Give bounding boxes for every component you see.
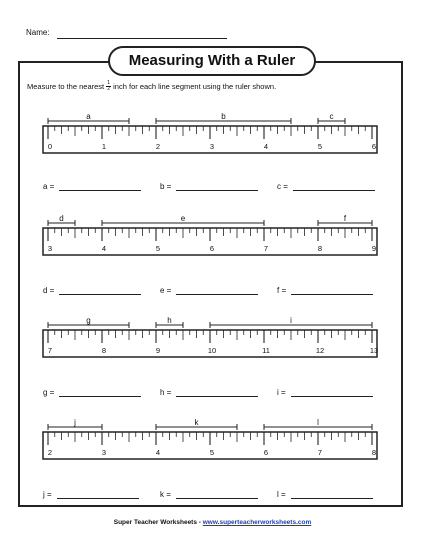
ruler-label: 3 bbox=[209, 142, 215, 151]
ruler-label: 5 bbox=[209, 448, 215, 457]
ruler-label: 2 bbox=[47, 448, 53, 457]
segment-j-label: j bbox=[74, 418, 76, 427]
answer-label: f = bbox=[277, 286, 287, 295]
ruler-label: 3 bbox=[47, 244, 53, 253]
answer-label: l = bbox=[277, 490, 286, 499]
answer-field bbox=[43, 182, 141, 191]
answer-field bbox=[160, 182, 258, 191]
ruler-label: 5 bbox=[155, 244, 161, 253]
segment-d-label: d bbox=[59, 214, 64, 223]
ruler-label: 9 bbox=[371, 244, 377, 253]
segment-b-label: b bbox=[221, 112, 226, 121]
ruler-label: 6 bbox=[263, 448, 269, 457]
answer-label: c = bbox=[277, 182, 288, 191]
answer-blank[interactable] bbox=[176, 286, 258, 295]
answer-label: e = bbox=[160, 286, 172, 295]
footer-url[interactable]: www.superteacherworksheets.com bbox=[202, 519, 312, 526]
ruler-label: 4 bbox=[101, 244, 107, 253]
answer-blank[interactable] bbox=[176, 490, 258, 499]
segment-k-label: k bbox=[194, 418, 199, 427]
answer-blank[interactable] bbox=[59, 388, 141, 397]
segment-h-label: h bbox=[167, 316, 172, 325]
answer-label: i = bbox=[277, 388, 286, 397]
answer-label: g = bbox=[43, 388, 55, 397]
ruler-label: 8 bbox=[371, 448, 377, 457]
ruler-label: 11 bbox=[262, 346, 270, 355]
answer-blank[interactable] bbox=[59, 182, 141, 191]
ruler-label: 10 bbox=[207, 346, 217, 355]
answer-label: a = bbox=[43, 182, 55, 191]
segment-e-label: e bbox=[180, 214, 186, 223]
answer-field bbox=[277, 182, 375, 191]
answer-field bbox=[277, 388, 373, 397]
answer-blank[interactable] bbox=[293, 182, 375, 191]
ruler-label: 9 bbox=[155, 346, 161, 355]
segment-c-label: c bbox=[329, 112, 334, 121]
answer-field bbox=[277, 286, 373, 295]
answer-label: h = bbox=[160, 388, 172, 397]
footer-separator: - bbox=[196, 519, 203, 526]
answer-field bbox=[160, 490, 258, 499]
answer-blank[interactable] bbox=[59, 286, 141, 295]
answer-field bbox=[160, 286, 258, 295]
ruler-label: 4 bbox=[263, 142, 269, 151]
ruler-label: 2 bbox=[155, 142, 161, 151]
answer-blank[interactable] bbox=[57, 490, 139, 499]
ruler-label: 7 bbox=[47, 346, 53, 355]
ruler-label: 8 bbox=[101, 346, 107, 355]
answer-blank[interactable] bbox=[291, 388, 373, 397]
ruler-label: 4 bbox=[155, 448, 161, 457]
ruler-label: 12 bbox=[315, 346, 325, 355]
ruler-label: 7 bbox=[317, 448, 323, 457]
ruler-label: 6 bbox=[209, 244, 215, 253]
answer-blank[interactable] bbox=[291, 490, 373, 499]
answer-label: j = bbox=[43, 490, 52, 499]
ruler-label: 13 bbox=[369, 346, 379, 355]
footer bbox=[0, 519, 425, 526]
answer-field bbox=[160, 388, 258, 397]
ruler-label: 7 bbox=[263, 244, 269, 253]
answer-label: k = bbox=[160, 490, 171, 499]
ruler-label: 3 bbox=[101, 448, 107, 457]
answer-field bbox=[43, 388, 141, 397]
answer-field bbox=[43, 286, 141, 295]
answer-label: d = bbox=[43, 286, 55, 295]
answer-blank[interactable] bbox=[176, 388, 258, 397]
segment-l-label: l bbox=[317, 418, 319, 427]
segment-i-label: i bbox=[290, 316, 292, 325]
fraction-numerator: 1 bbox=[107, 80, 111, 86]
ruler-label: 1 bbox=[101, 142, 107, 151]
instructions-after: inch for each line segment using the ruler shown. bbox=[113, 82, 277, 91]
segment-f-label: f bbox=[343, 214, 347, 223]
name-label: Name: bbox=[26, 28, 50, 37]
instructions-before: Measure to the nearest bbox=[27, 82, 105, 91]
ruler-label: 0 bbox=[47, 142, 53, 151]
footer-brand: Super Teacher Worksheets bbox=[113, 519, 197, 526]
answer-field bbox=[43, 490, 139, 499]
segment-g-label: g bbox=[86, 316, 91, 325]
segment-a-label: a bbox=[86, 112, 91, 121]
ruler-label: 5 bbox=[317, 142, 323, 151]
ruler-label: 6 bbox=[371, 142, 377, 151]
answer-label: b = bbox=[160, 182, 172, 191]
title-text: Measuring With a Ruler bbox=[128, 52, 296, 69]
fraction-denominator: 2 bbox=[107, 86, 111, 92]
ruler-label: 8 bbox=[317, 244, 323, 253]
answer-blank[interactable] bbox=[291, 286, 373, 295]
answer-blank[interactable] bbox=[176, 182, 258, 191]
answer-field bbox=[277, 490, 373, 499]
